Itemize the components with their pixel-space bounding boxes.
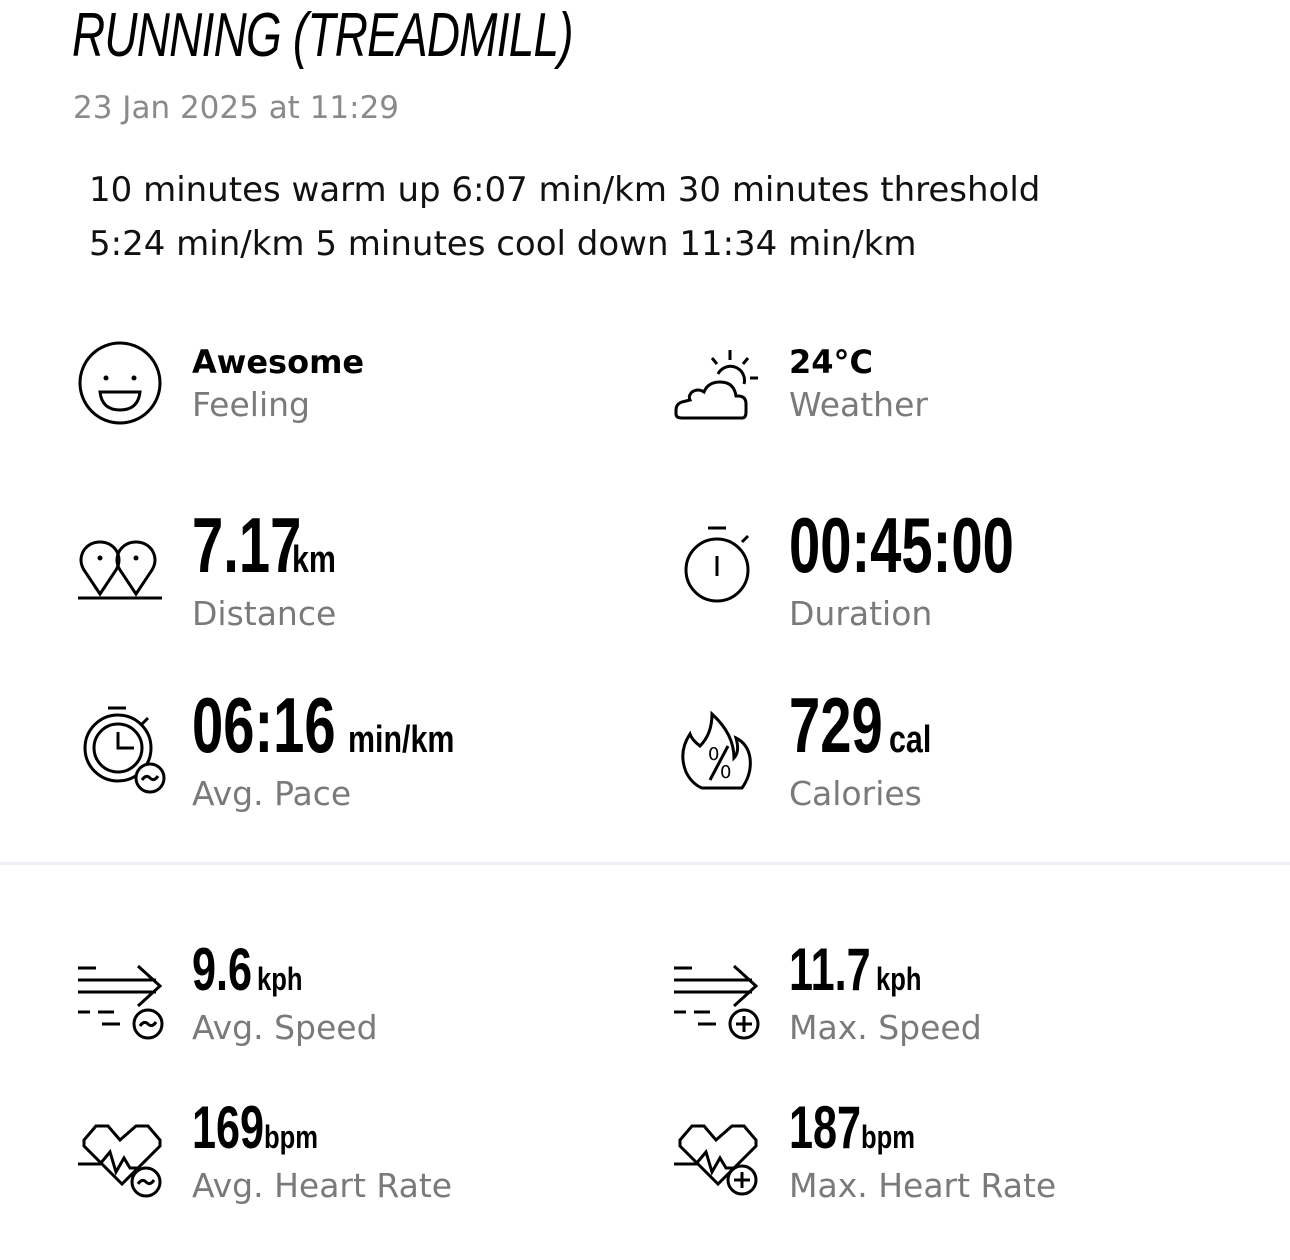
cloud-sun-icon	[672, 342, 762, 432]
stopwatch-icon	[672, 522, 762, 612]
max-speed-unit: kph	[876, 961, 922, 997]
calories-stat	[789, 681, 942, 813]
max-hr-value: 187	[789, 1094, 862, 1161]
duration-label: Duration	[789, 594, 933, 633]
calories-unit: cal	[889, 719, 932, 761]
avg-pace-value: 06:16	[192, 681, 336, 769]
heart-rate-avg-icon	[76, 1118, 166, 1208]
avg-speed-unit: kph	[257, 961, 303, 997]
avg-speed-label: Avg. Speed	[192, 1008, 378, 1047]
avg-pace-unit: min/km	[347, 719, 454, 761]
feeling-stat	[192, 343, 364, 424]
duration-stat	[789, 501, 1101, 633]
avg-speed-stat	[192, 936, 378, 1047]
distance-label: Distance	[192, 594, 337, 633]
feeling-label: Feeling	[192, 385, 310, 424]
distance-value: 7.17	[192, 501, 302, 589]
weather-stat	[789, 343, 928, 424]
smiley-face-icon	[76, 340, 166, 430]
activity-title: RUNNING (TREADMILL)	[72, 1, 573, 70]
max-hr-label: Max. Heart Rate	[789, 1166, 1057, 1205]
max-hr-stat	[789, 1094, 1057, 1205]
duration-value: 00:45:00	[789, 501, 1014, 589]
max-hr-unit: bpm	[861, 1119, 916, 1155]
avg-pace-label: Avg. Pace	[192, 774, 352, 813]
max-speed-value: 11.7	[789, 936, 871, 1003]
activity-date: 23 Jan 2025 at 11:29	[73, 90, 400, 126]
pace-clock-icon	[76, 704, 166, 794]
section-divider	[0, 862, 1290, 865]
calories-value: 729	[789, 681, 883, 769]
feeling-value: Awesome	[192, 343, 365, 381]
heart-rate-max-icon	[672, 1118, 762, 1208]
description-line-2: 5:24 min/km 5 minutes cool down 11:34 min/km	[89, 224, 917, 264]
avg-hr-unit: bpm	[264, 1119, 319, 1155]
max-speed-stat	[789, 936, 982, 1047]
avg-speed-value: 9.6	[192, 936, 253, 1003]
activity-description	[89, 163, 1219, 271]
avg-pace-stat	[192, 681, 481, 813]
max-speed-label: Max. Speed	[789, 1008, 982, 1047]
location-pins-icon	[76, 522, 166, 612]
weather-label: Weather	[789, 385, 928, 424]
distance-unit: km	[291, 539, 336, 581]
speed-arrow-max-icon	[672, 958, 762, 1048]
flame-percent-icon	[672, 704, 762, 794]
weather-value: 24°C	[789, 343, 874, 381]
distance-stat	[192, 501, 347, 633]
svg-text:0: 0	[708, 744, 720, 765]
description-line-1: 10 minutes warm up 6:07 min/km 30 minutes threshold	[89, 170, 1041, 210]
speed-arrow-avg-icon	[76, 958, 166, 1048]
avg-hr-stat	[192, 1094, 453, 1205]
avg-hr-label: Avg. Heart Rate	[192, 1166, 453, 1205]
svg-text:0: 0	[720, 762, 732, 783]
calories-label: Calories	[789, 774, 922, 813]
avg-hr-value: 169	[192, 1094, 265, 1161]
